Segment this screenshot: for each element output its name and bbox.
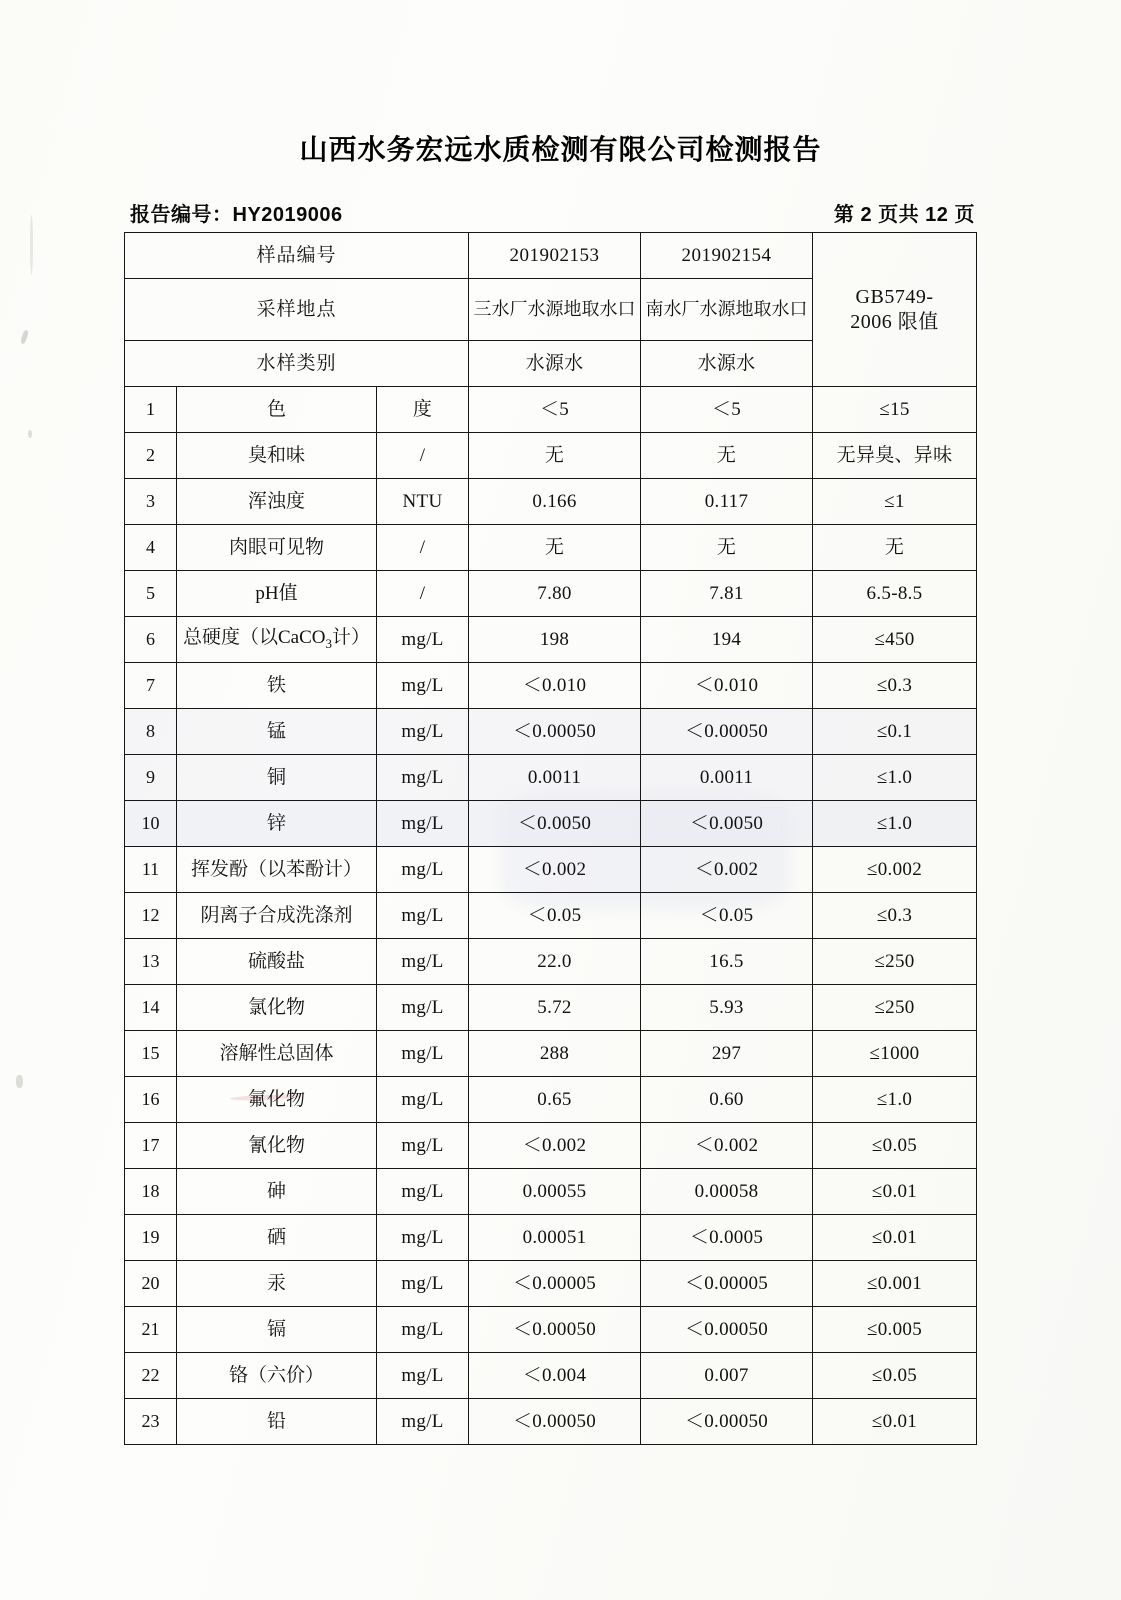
row-no: 22 xyxy=(125,1353,177,1399)
sample-no-1: 201902153 xyxy=(469,233,641,279)
row-unit: mg/L xyxy=(377,1307,469,1353)
row-value-sample1: 0.0011 xyxy=(469,755,641,801)
row-value-sample2: 0.60 xyxy=(641,1077,813,1123)
row-unit: mg/L xyxy=(377,801,469,847)
row-value-sample1: ＜0.00050 xyxy=(469,1399,641,1445)
row-item: 锰 xyxy=(177,709,377,755)
row-unit: / xyxy=(377,571,469,617)
row-unit: mg/L xyxy=(377,939,469,985)
row-value-sample2: 297 xyxy=(641,1031,813,1077)
row-value-sample1: ＜0.0050 xyxy=(469,801,641,847)
row-item: 色 xyxy=(177,387,377,433)
report-number: 报告编号：HY2019006 xyxy=(130,204,343,226)
row-limit: ≤1.0 xyxy=(813,755,977,801)
row-value-sample2: 0.00058 xyxy=(641,1169,813,1215)
water-type-1: 水源水 xyxy=(469,341,641,387)
row-limit: ≤0.1 xyxy=(813,709,977,755)
table-row xyxy=(125,1169,977,1215)
table-row xyxy=(125,1123,977,1169)
row-unit: mg/L xyxy=(377,1399,469,1445)
table-row xyxy=(125,1307,977,1353)
test-results-table xyxy=(124,232,977,1445)
row-value-sample1: 198 xyxy=(469,617,641,663)
row-limit: ≤0.3 xyxy=(813,663,977,709)
row-limit: ≤0.01 xyxy=(813,1399,977,1445)
table-row xyxy=(125,1077,977,1123)
row-item: 挥发酚（以苯酚计） xyxy=(177,847,377,893)
table-row xyxy=(125,709,977,755)
table-row xyxy=(125,617,977,663)
row-no: 15 xyxy=(125,1031,177,1077)
row-value-sample1: 7.80 xyxy=(469,571,641,617)
row-item: 浑浊度 xyxy=(177,479,377,525)
row-value-sample2: ＜0.00050 xyxy=(641,1399,813,1445)
row-value-sample2: ＜5 xyxy=(641,387,813,433)
row-value-sample2: ＜0.00050 xyxy=(641,1307,813,1353)
row-value-sample1: 22.0 xyxy=(469,939,641,985)
row-limit: ≤1 xyxy=(813,479,977,525)
row-item: 镉 xyxy=(177,1307,377,1353)
row-value-sample1: ＜0.00050 xyxy=(469,709,641,755)
row-unit: mg/L xyxy=(377,1123,469,1169)
row-item: 铁 xyxy=(177,663,377,709)
row-no: 2 xyxy=(125,433,177,479)
row-limit: ≤1.0 xyxy=(813,1077,977,1123)
scan-artifact xyxy=(20,330,29,345)
row-limit: 6.5-8.5 xyxy=(813,571,977,617)
page-title: 山西水务宏远水质检测有限公司检测报告 xyxy=(299,134,822,165)
row-value-sample2: 16.5 xyxy=(641,939,813,985)
row-limit: ≤0.001 xyxy=(813,1261,977,1307)
row-unit: mg/L xyxy=(377,709,469,755)
row-value-sample1: ＜5 xyxy=(469,387,641,433)
row-item: 氰化物 xyxy=(177,1123,377,1169)
row-limit: ≤15 xyxy=(813,387,977,433)
table-row xyxy=(125,525,977,571)
table-row xyxy=(125,571,977,617)
row-no: 20 xyxy=(125,1261,177,1307)
row-value-sample2: 194 xyxy=(641,617,813,663)
row-limit: ≤0.3 xyxy=(813,893,977,939)
row-value-sample2: ＜0.0005 xyxy=(641,1215,813,1261)
water-type-label: 水样类别 xyxy=(125,341,469,387)
row-unit: mg/L xyxy=(377,893,469,939)
row-item: 氟化物 xyxy=(177,1077,377,1123)
table-row xyxy=(125,1353,977,1399)
row-limit: ≤250 xyxy=(813,939,977,985)
row-value-sample2: 0.0011 xyxy=(641,755,813,801)
row-value-sample2: 0.007 xyxy=(641,1353,813,1399)
sampling-site-2: 南水厂水源地取水口 xyxy=(641,279,813,341)
row-no: 13 xyxy=(125,939,177,985)
row-value-sample1: ＜0.010 xyxy=(469,663,641,709)
scan-artifact xyxy=(16,1075,23,1088)
sample-no-label: 样品编号 xyxy=(125,233,469,279)
table-row xyxy=(125,1261,977,1307)
row-value-sample1: 0.65 xyxy=(469,1077,641,1123)
row-item: pH值 xyxy=(177,571,377,617)
table-row xyxy=(125,1215,977,1261)
limit-header-line2: 2006 限值 xyxy=(850,310,939,333)
table-row xyxy=(125,985,977,1031)
row-no: 4 xyxy=(125,525,177,571)
row-value-sample1: 0.166 xyxy=(469,479,641,525)
row-no: 8 xyxy=(125,709,177,755)
row-value-sample2: ＜0.00005 xyxy=(641,1261,813,1307)
row-item: 铅 xyxy=(177,1399,377,1445)
row-limit: ≤450 xyxy=(813,617,977,663)
row-no: 6 xyxy=(125,617,177,663)
row-unit: / xyxy=(377,433,469,479)
row-value-sample1: 无 xyxy=(469,525,641,571)
row-value-sample2: ＜0.05 xyxy=(641,893,813,939)
row-value-sample1: ＜0.05 xyxy=(469,893,641,939)
row-unit: 度 xyxy=(377,387,469,433)
row-no: 18 xyxy=(125,1169,177,1215)
row-no: 14 xyxy=(125,985,177,1031)
row-value-sample1: ＜0.002 xyxy=(469,1123,641,1169)
row-item: 肉眼可见物 xyxy=(177,525,377,571)
row-no: 5 xyxy=(125,571,177,617)
table-row xyxy=(125,755,977,801)
table-row xyxy=(125,801,977,847)
row-unit: NTU xyxy=(377,479,469,525)
sample-no-2: 201902154 xyxy=(641,233,813,279)
row-unit: mg/L xyxy=(377,755,469,801)
row-value-sample2: ＜0.00050 xyxy=(641,709,813,755)
row-limit: 无异臭、异味 xyxy=(813,433,977,479)
row-item: 汞 xyxy=(177,1261,377,1307)
row-unit: / xyxy=(377,525,469,571)
row-limit: ≤0.05 xyxy=(813,1123,977,1169)
row-value-sample2: 5.93 xyxy=(641,985,813,1031)
sampling-site-1: 三水厂水源地取水口 xyxy=(469,279,641,341)
row-unit: mg/L xyxy=(377,617,469,663)
row-limit: ≤0.01 xyxy=(813,1215,977,1261)
sampling-site-label: 采样地点 xyxy=(125,279,469,341)
table-row xyxy=(125,433,977,479)
row-unit: mg/L xyxy=(377,1077,469,1123)
row-value-sample2: 无 xyxy=(641,433,813,479)
row-limit: ≤250 xyxy=(813,985,977,1031)
row-value-sample2: 7.81 xyxy=(641,571,813,617)
row-value-sample2: ＜0.002 xyxy=(641,847,813,893)
limit-header-line1: GB5749- xyxy=(855,285,934,308)
row-limit: ≤0.005 xyxy=(813,1307,977,1353)
row-limit: ≤1.0 xyxy=(813,801,977,847)
row-no: 7 xyxy=(125,663,177,709)
row-item: 铜 xyxy=(177,755,377,801)
row-value-sample1: 5.72 xyxy=(469,985,641,1031)
row-unit: mg/L xyxy=(377,663,469,709)
row-value-sample1: 288 xyxy=(469,1031,641,1077)
row-value-sample2: ＜0.0050 xyxy=(641,801,813,847)
table-row xyxy=(125,847,977,893)
page-number: 第 2 页共 12 页 xyxy=(833,204,975,226)
table-row xyxy=(125,479,977,525)
row-item: 总硬度（以CaCO$_3$计） xyxy=(177,617,377,663)
row-value-sample2: 无 xyxy=(641,525,813,571)
row-no: 16 xyxy=(125,1077,177,1123)
row-value-sample2: 0.117 xyxy=(641,479,813,525)
report-meta xyxy=(130,198,975,227)
row-item: 溶解性总固体 xyxy=(177,1031,377,1077)
row-item: 氯化物 xyxy=(177,985,377,1031)
row-no: 11 xyxy=(125,847,177,893)
row-unit: mg/L xyxy=(377,1261,469,1307)
table-row xyxy=(125,939,977,985)
row-value-sample2: ＜0.010 xyxy=(641,663,813,709)
row-value-sample1: ＜0.002 xyxy=(469,847,641,893)
row-no: 17 xyxy=(125,1123,177,1169)
row-item: 砷 xyxy=(177,1169,377,1215)
table-row xyxy=(125,663,977,709)
row-limit: 无 xyxy=(813,525,977,571)
row-value-sample1: 0.00055 xyxy=(469,1169,641,1215)
row-limit: ≤0.01 xyxy=(813,1169,977,1215)
table-header-row-sample-no xyxy=(125,233,977,279)
row-item: 铬（六价） xyxy=(177,1353,377,1399)
water-type-2: 水源水 xyxy=(641,341,813,387)
row-value-sample1: ＜0.00005 xyxy=(469,1261,641,1307)
table-row xyxy=(125,387,977,433)
scan-artifact xyxy=(28,430,32,438)
row-no: 23 xyxy=(125,1399,177,1445)
row-item: 硒 xyxy=(177,1215,377,1261)
row-value-sample1: ＜0.00050 xyxy=(469,1307,641,1353)
row-no: 19 xyxy=(125,1215,177,1261)
row-unit: mg/L xyxy=(377,1353,469,1399)
row-unit: mg/L xyxy=(377,1215,469,1261)
row-limit: ≤1000 xyxy=(813,1031,977,1077)
row-no: 12 xyxy=(125,893,177,939)
table-row xyxy=(125,1031,977,1077)
row-no: 10 xyxy=(125,801,177,847)
row-limit: ≤0.002 xyxy=(813,847,977,893)
row-no: 21 xyxy=(125,1307,177,1353)
row-value-sample1: ＜0.004 xyxy=(469,1353,641,1399)
row-no: 9 xyxy=(125,755,177,801)
row-item: 硫酸盐 xyxy=(177,939,377,985)
table-row xyxy=(125,1399,977,1445)
row-unit: mg/L xyxy=(377,1031,469,1077)
row-item: 锌 xyxy=(177,801,377,847)
limit-column-header xyxy=(813,233,977,387)
row-unit: mg/L xyxy=(377,1169,469,1215)
row-value-sample1: 0.00051 xyxy=(469,1215,641,1261)
row-item: 臭和味 xyxy=(177,433,377,479)
row-no: 1 xyxy=(125,387,177,433)
row-limit: ≤0.05 xyxy=(813,1353,977,1399)
scan-artifact xyxy=(30,215,33,275)
row-value-sample2: ＜0.002 xyxy=(641,1123,813,1169)
row-no: 3 xyxy=(125,479,177,525)
row-unit: mg/L xyxy=(377,847,469,893)
row-unit: mg/L xyxy=(377,985,469,1031)
row-item: 阴离子合成洗涤剂 xyxy=(177,893,377,939)
table-row xyxy=(125,893,977,939)
row-value-sample1: 无 xyxy=(469,433,641,479)
